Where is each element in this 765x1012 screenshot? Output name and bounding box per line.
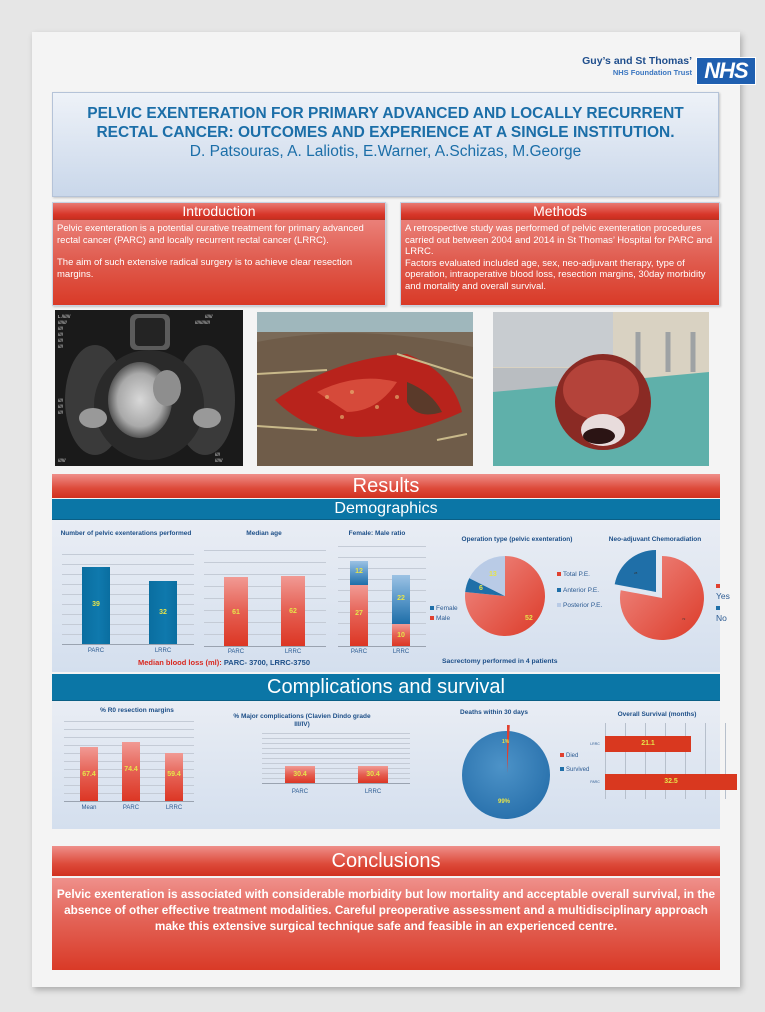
introduction-para1: Pelvic exenteration is a potential curative treatment for primary advanced rectal cancer (PARC) and locally recurrent rectal cancer (LRRC).: [57, 223, 364, 246]
bar-parc: 32.5: [605, 774, 737, 790]
pie-operation-type: [457, 550, 553, 640]
operative-field-image: [257, 312, 473, 466]
methods-para2: Factors evaluated included age, sex, neo-adjuvant therapy, type of operation, intraoperative blood loss, resection margins, 30day morbidity and mortality and overall survival.: [405, 257, 706, 292]
nhs-logo: NHS: [696, 57, 756, 85]
bar-lrrc-female: 22: [392, 575, 410, 624]
legend-operation-type: Total P.E. Anterior P.E. Posterior P.E.: [557, 570, 607, 610]
chart-title: % R0 resection margins: [100, 707, 174, 714]
mri-scan-image: [55, 310, 243, 466]
conclusions-text: Pelvic exenteration is associated with considerable morbidity but low mortality and acceptable overall survival, in the absence of other effective treatment modalities. Careful preoperative assessment and a multidisciplinary approach make this extensive surgical technique safe and feasible in an experienced centre.: [52, 878, 720, 970]
pie-deaths: [460, 723, 556, 819]
svg-text:28: 28: [634, 571, 638, 575]
svg-text:13: 13: [489, 571, 497, 578]
legend-deaths: Died Survived: [560, 749, 589, 777]
demographics-charts: Number of pelvic exenterations performed 39 32 PARC LRRC Median age 61 62 PARC LRRC Female: Male ratio 12 27 22 10 PARC LRRC Female Male Operation type (pelvic exenteration) 52 6 13 Total P.E. Anterior P.E. Posterior P.E. Neo-adjuvant Chemoradiation 72 28 Yes No Median blood loss (ml): PARC- 3700, LRRC-3750 Sacrectomy performed in 4 patients: [52, 520, 720, 672]
svg-text:///////: ///////: [58, 320, 67, 325]
chart-title: Number of pelvic exenterations performed: [60, 530, 192, 537]
chart-title: Median age: [246, 530, 282, 537]
chart-title: Female: Male ratio: [348, 530, 406, 537]
trust-name-line1: Guy’s and St Thomas’: [582, 55, 692, 67]
conclusions-heading: Conclusions: [52, 846, 720, 876]
bar-lrrc: 62: [281, 576, 305, 646]
legend-neoadjuvant: Yes No: [716, 580, 730, 624]
bar-parc-male: 27: [350, 585, 368, 646]
svg-text:////: ////: [58, 338, 64, 343]
authors: D. Patsouras, A. Laliotis, E.Warner, A.Schizas, M.George: [189, 143, 582, 160]
bar-parc: 74.4: [122, 742, 140, 801]
chart-title: Operation type (pelvic exenteration): [461, 536, 573, 543]
bar-mean: 67.4: [80, 747, 98, 801]
chart-title: % Major complications (Clavien Dindo grade III/IV): [233, 713, 371, 728]
svg-text://////: //////: [215, 458, 223, 463]
sacrectomy-note: Sacrectomy performed in 4 patients: [442, 658, 558, 665]
chart-title: Deaths within 30 days: [460, 709, 528, 716]
svg-text:////: ////: [58, 326, 64, 331]
svg-text:////: ////: [58, 398, 64, 403]
methods-heading: Methods: [401, 203, 719, 220]
bar-lrrc: 32: [149, 581, 177, 644]
trust-name: [552, 55, 692, 79]
svg-text://////: //////: [58, 458, 66, 463]
svg-text:72: 72: [682, 617, 686, 621]
svg-text:6: 6: [479, 585, 483, 592]
svg-text:1%: 1%: [502, 739, 510, 745]
svg-text:////: ////: [58, 404, 64, 409]
svg-text:////: ////: [58, 344, 64, 349]
resected-specimen-image: [493, 312, 709, 466]
bar-lrrc: 30.4: [358, 766, 388, 783]
svg-text:////: ////: [58, 332, 64, 337]
bar-lrrc: 21.1: [605, 736, 691, 752]
title-box: [52, 92, 719, 197]
complications-charts: % R0 resection margins 67.4 74.4 59.4 Mean PARC LRRC % Major complications (Clavien Dindo grade III/IV) 30.4 30.4 PARC LRRC Deaths within 30 days 1% 99% Died Survived Overall Survival (months) 21.1 32.5 LRRC PARC: [52, 701, 720, 829]
poster-title: PELVIC EXENTERATION FOR PRIMARY ADVANCED AND LOCALLY RECURRENT RECTAL CANCER: OUTCOMES AND EXPERIENCE AT A SINGLE INSTITUTION.: [87, 105, 684, 141]
svg-text:99%: 99%: [498, 799, 511, 805]
chart-title: Neo-adjuvant Chemoradiation: [608, 536, 702, 543]
bar-parc: 61: [224, 577, 248, 646]
introduction-heading: Introduction: [53, 203, 385, 220]
svg-text:////: ////: [58, 410, 64, 415]
methods-para1: A retrospective study was performed of pelvic exenteration procedures carried out between 2004 and 2014 in St Thomas’ Hospital for PARC and LRRC.: [405, 223, 713, 257]
results-heading: Results: [52, 474, 720, 498]
bar-parc-female: 12: [350, 561, 368, 585]
bar-lrrc: 59.4: [165, 753, 183, 801]
bar-parc: 30.4: [285, 766, 315, 783]
svg-text://////: //////: [205, 314, 213, 319]
introduction-panel: [52, 202, 386, 306]
svg-text:L ///////: L ///////: [58, 314, 71, 319]
pie-neoadjuvant: [612, 548, 708, 644]
svg-text:////////////: ////////////: [195, 320, 211, 325]
methods-text: [401, 220, 719, 295]
introduction-para2: The aim of such extensive radical surgery is to achieve clear resection margins.: [57, 257, 353, 280]
bar-lrrc-male: 10: [392, 624, 410, 646]
bar-parc: 39: [82, 567, 110, 644]
legend-gender: Female Male: [430, 604, 458, 624]
methods-panel: [400, 202, 720, 306]
demographics-heading: Demographics: [52, 499, 720, 520]
poster: [32, 32, 748, 987]
complications-heading: Complications and survival: [52, 674, 720, 701]
chart-title: Overall Survival (months): [617, 711, 697, 718]
svg-text:52: 52: [525, 615, 533, 622]
svg-text:////: ////: [215, 452, 221, 457]
introduction-text: [53, 220, 385, 283]
blood-loss-note: Median blood loss (ml): PARC- 3700, LRRC-3750: [138, 658, 310, 667]
trust-name-line2: NHS Foundation Trust: [612, 68, 692, 77]
